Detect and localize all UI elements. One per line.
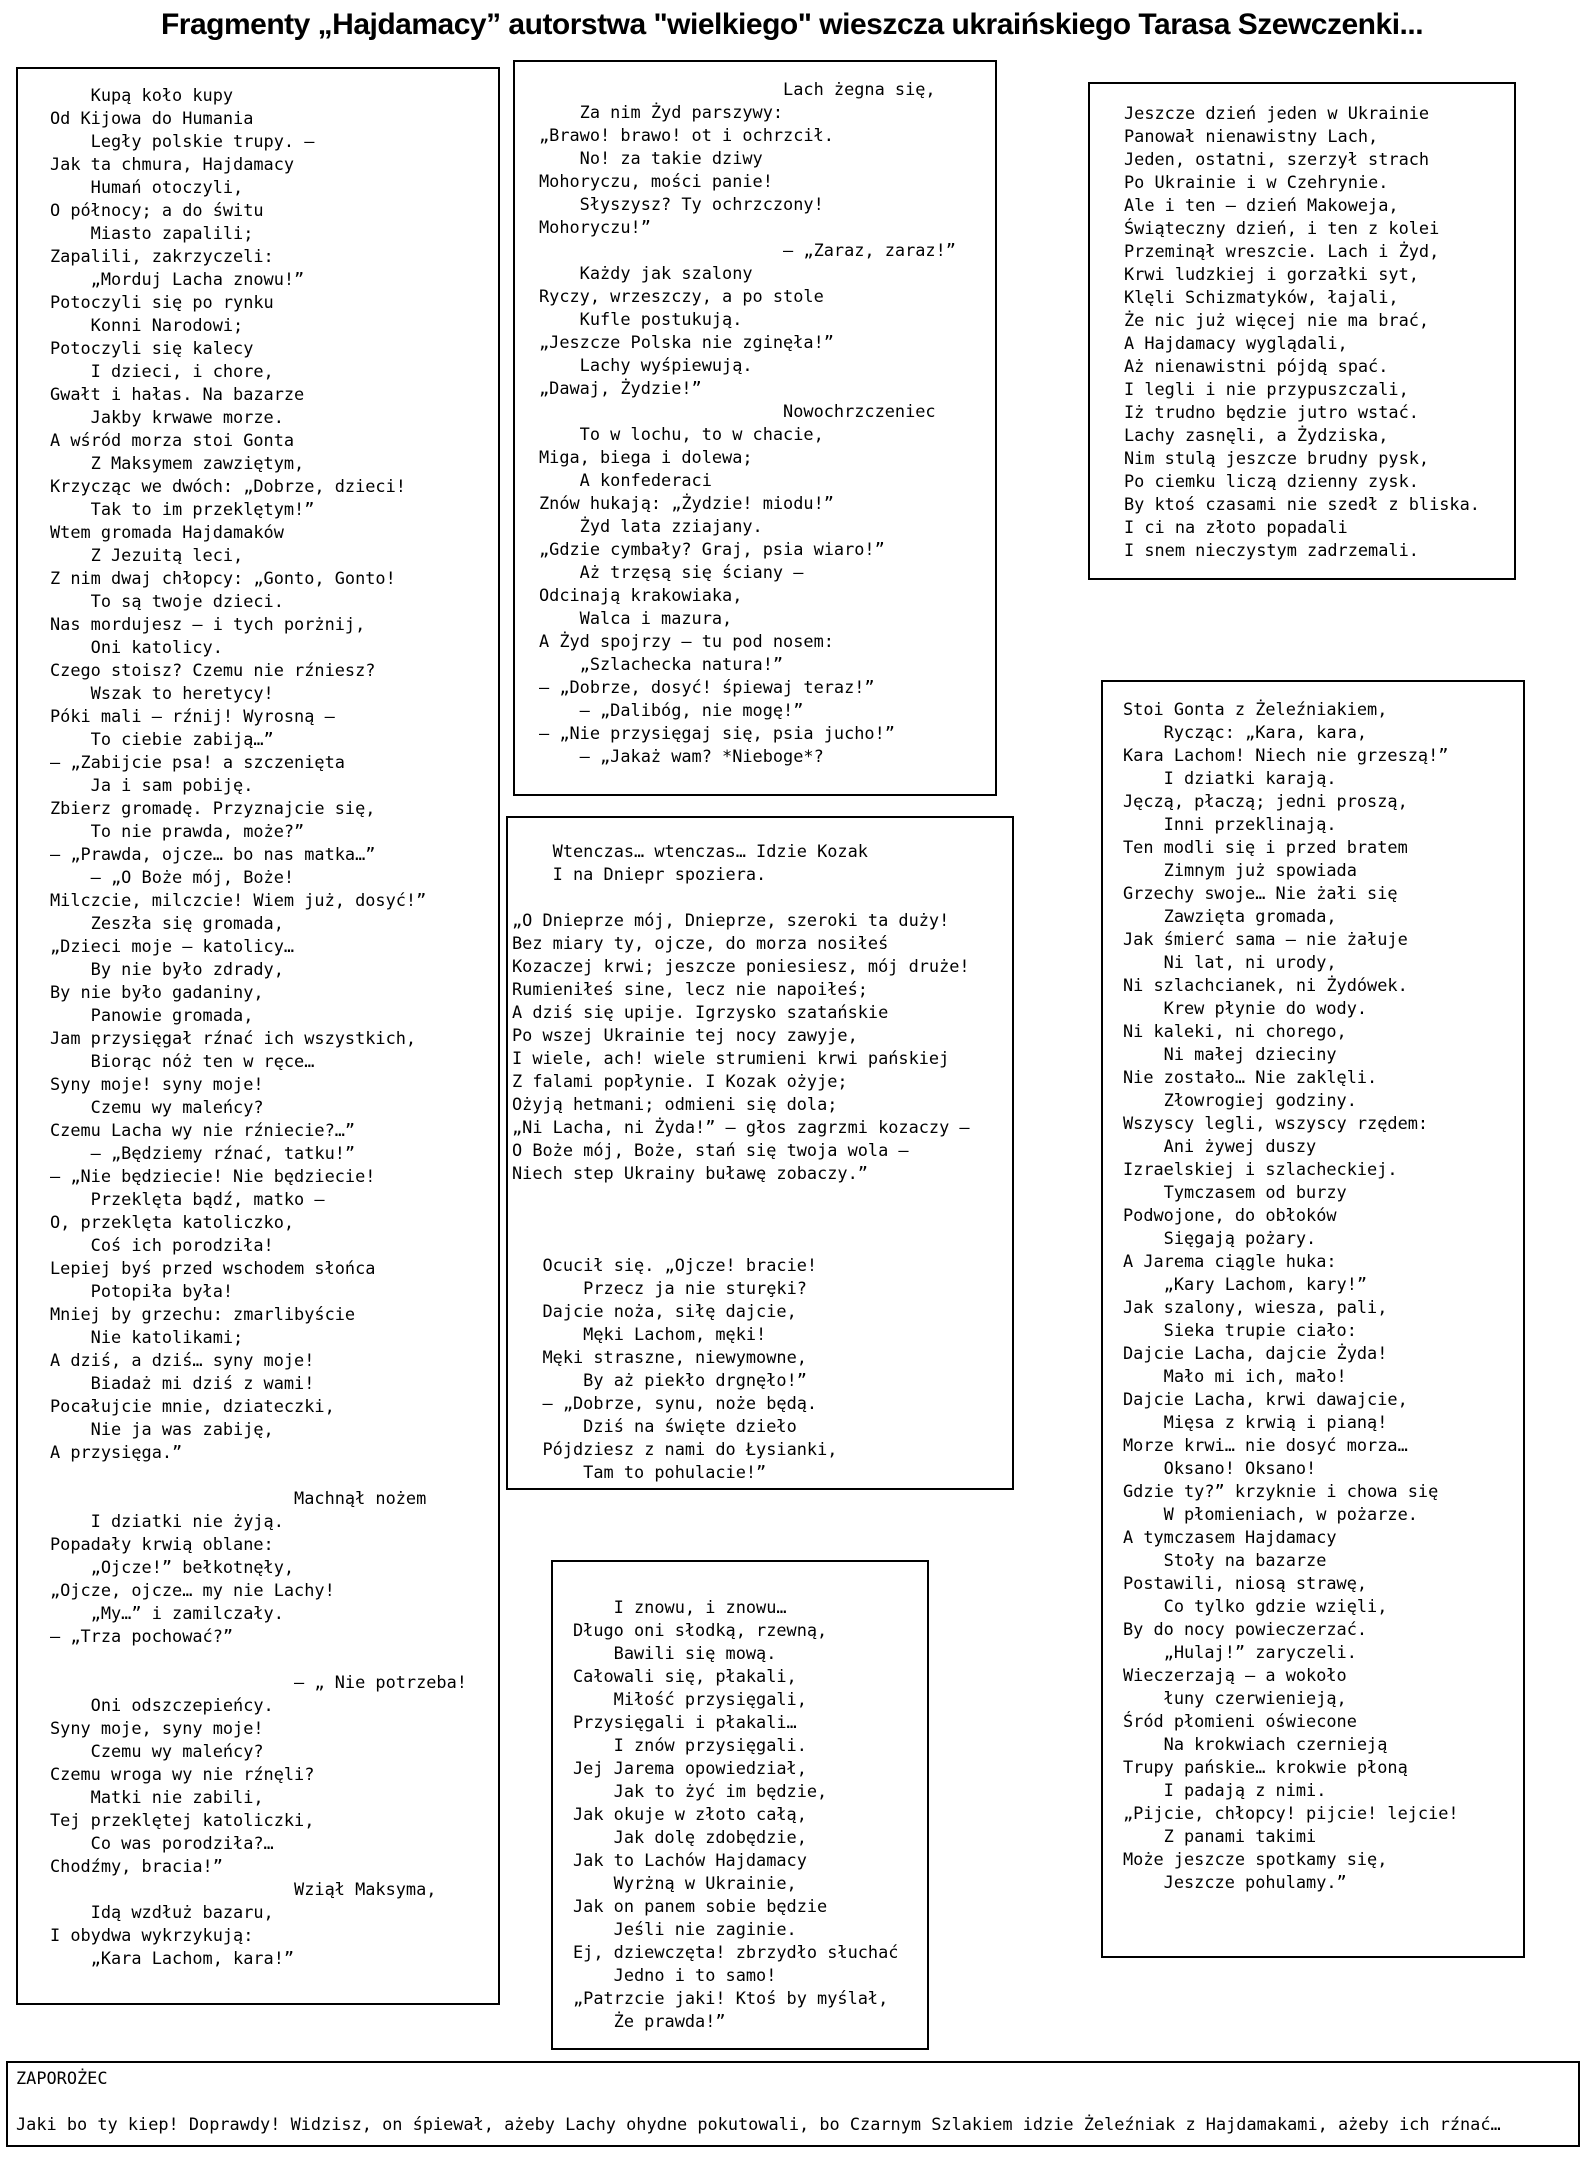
speaker-label: ZAPOROŻEC [16,2068,108,2088]
poem-text: Kupą koło kupy Od Kijowa do Humania Legły polskie trupy. — Jak ta chmura, Hajdamacy Humań otoczyli, O północy; a do świtu Miasto zapalili; Zapalili, zakrzyczeli: „Morduj Lacha znowu!” Potoczyli się po rynku Konni Narodowi; Potoczyli się kalecy I dzieci, i chore, Gwałt i hałas. Na bazarze Jakby krwawe morze. A wśród morza stoi Gonta Z Maksymem zawziętym, Krzycząc we dwóch: „Dobrze, dzieci! Tak to im przeklętym!” Wtem gromada Hajdamaków Z Jezuitą leci, Z nim dwaj chłopcy: „Gonto, Gonto! To są twoje dzieci. Nas mordujesz — i tych porżnij, Oni katolicy. Czego stoisz? Czemu nie rźniesz? Wszak to heretycy! Póki mali — rźnij! Wyrosną — To ciebie zabiją…” — „Zabijcie psa! a szczenięta Ja i sam pobiję. Zbierz gromadę. Przyznajcie się, To nie prawda, może?” — „Prawda, ojcze… bo nas matka…” — „O Boże mój, Boże! Milczcie, milczcie! Wiem już, dosyć!” Zeszła się gromada, „Dzieci moje — katolicy… By nie było zdrady, By nie było gadaniny, Panowie gromada, Jam przysięgał rźnać ich wszystkich, Biorąc nóż ten w ręce… Syny moje! syny moje! Czemu wy maleńcy? Czemu Lacha wy nie rźniecie?…” — „Będziemy rźnać, tatku!” — „Nie będziecie! Nie będziecie! Przeklęta bądź, matko — O, przeklęta katoliczko, Coś ich porodziła! Lepiej byś przed wschodem słońca Potopiła była! Mniej by grzechu: zmarlibyście Nie katolikami; A dziś, a dziś… syny moje! Biadaż mi dziś z wami! Pocałujcie mnie, dziateczki, Nie ja was zabiję, A przysięga.” Machnął nożem I dziatki nie żyją. Popadały krwią oblane: „Ojcze!” bełkotnęły, „Ojcze, ojcze… my nie Lachy! „My…” i zamilczały. — „Trza pochować?” — „ Nie potrzeba! Oni odszczepieńcy. Syny moje, syny moje! Czemu wy maleńcy? Czemu wroga wy nie rźnęli? Matki nie zabili, Tej przeklętej katoliczki, Co was porodziła?… Chodźmy, bracia!” Wziął Maksyma, Idą wzdłuż bazaru, I obydwa wykrzykują: „Kara Lachom, kara!” [50,85,467,1968]
poem-fragment-dnieper [506,816,1014,1490]
poem-text: Stoi Gonta z Żeleźniakiem, Rycząc: „Kara, kara, Kara Lachom! Niech nie grzeszą!” I dziatki karają. Jęczą, płaczą; jedni proszą, Inni przeklinają. Ten modli się i przed bratem Zimnym już spowiada Grzechy swoje… Nie żałi się Zawzięta gromada, Jak śmierć sama — nie żałuje Ni lat, ni urody, Ni szlachcianek, ni Żydówek. Krew płynie do wody. Ni kaleki, ni chorego, Ni małej dzieciny Nie zostało… Nie zaklęli. Złowrogiej godziny. Wszyscy legli, wszyscy rzędem: Ani żywej duszy Izraelskiej i szlacheckiej. Tymczasem od burzy Podwojone, do obłoków Sięgają pożary. A Jarema ciągle huka: „Kary Lachom, kary!” Jak szalony, wiesza, pali, Sieka trupie ciało: Dajcie Lacha, dajcie Żyda! Mało mi ich, mało! Dajcie Lacha, krwi dawajcie, Mięsa z krwią i pianą! Morze krwi… nie dosyć morza… Oksano! Oksano! Gdzie ty?” krzyknie i chowa się W płomieniach, w pożarze. A tymczasem Hajdamacy Stoły na bazarze Postawili, niosą strawę, Co tylko gdzie wzięli, By do nocy powieczerzać. „Hulaj!” zaryczeli. Wieczerzają — a wokoło łuny czerwienieją, Śród płomieni oświecone Na krokwiach czernieją Trupy pańskie… krokwie płoną I padają z nimi. „Pijcie, chłopcy! pijcie! lejcie! Z panami takimi Może jeszcze spotkamy się, Jeszcze pohulamy.” [1123,699,1459,1892]
poem-text: Lach żegna się, Za nim Żyd parszywy: „Brawo! brawo! ot i ochrzcił. No! za takie dziwy Mohoryczu, mości panie! Słyszysz? Ty ochrzczony! Mohoryczu!” — „Zaraz, zaraz!” Każdy jak szalony Ryczy, wrzeszczy, a po stole Kufle postukują. „Jeszcze Polska nie zginęła!” Lachy wyśpiewują. „Dawaj, Żydzie!” Nowochrzczeniec To w lochu, to w chacie, Miga, biega i dolewa; A konfederaci Znów hukają: „Żydzie! miodu!” Żyd lata zziajany. „Gdzie cymbały? Graj, psia wiaro!” Aż trzęsą się ściany — Odcinają krakowiaka, Walca i mazura, A Żyd spojrzy — tu pod nosem: „Szlachecka natura!” — „Dobrze, dosyć! śpiewaj teraz!” — „Dalibóg, nie mogę!” — „Nie przysięgaj się, psia jucho!” — „Jakaż wam? *Nieboge*? [539,79,956,766]
poem-fragment-feast [513,60,997,796]
zaporozec-dialogue [6,2061,1580,2147]
dialogue-text: Jaki bo ty kiep! Doprawdy! Widzisz, on śpiewał, ażeby Lachy ohydne pokutowali, bo Czarnym Szlakiem idzie Żeleźniak z Hajdamakami, ażeby ich rźnać… [16,2114,1501,2134]
poem-fragment-makowej-day [1088,82,1516,580]
poem-fragment-massacre [1101,680,1525,1958]
poem-fragment-jarema-oksana [551,1560,929,2050]
page-title: Fragmenty „Hajdamacy” autorstwa "wielkiego" wieszcza ukraińskiego Tarasa Szewczenki... [160,8,1424,41]
poem-text: I znowu, i znowu… Długo oni słodką, rzewną, Bawili się mową. Całowali się, płakali, Miłość przysięgali, Przysięgali i płakali… I znów przysięgali. Jej Jarema opowiedział, Jak to żyć im będzie, Jak okuje w złoto całą, Jak dolę zdobędzie, Jak to Lachów Hajdamacy Wyrżną w Ukrainie, Jak on panem sobie będzie Jeśli nie zaginie. Ej, dziewczęta! zbrzydło słuchać Jedno i to samo! „Patrzcie jaki! Ktoś by myślał, Że prawda!” [573,1597,899,2031]
poem-text: Wtenczas… wtenczas… Idzie Kozak I na Dniepr spoziera. „O Dnieprze mój, Dnieprze, szeroki ta duży! Bez miary ty, ojcze, do morza nosiłeś Kozaczej krwi; jeszcze poniesiesz, mój druże! Rumieniłeś sine, lecz nie napoiłeś; A dziś się upije. Igrzysko szatańskie Po wszej Ukrainie tej nocy zawyje, I wiele, ach! wiele strumieni krwi pańskiej Z falami popłynie. I Kozak ożyje; Ożyją hetmani; odmieni się dola; „Ni Lacha, ni Żyda!” — głos zagrzmi kozaczy — O Boże mój, Boże, stań się twoja wola — Niech step Ukrainy buławę zobaczy.” Ocucił się. „Ojcze! bracie! Przecz ja nie sturȩki? Dajcie noża, siłę dajcie, Męki Lachom, męki! Męki straszne, niewymowne, By aż piekło drgnęło!” — „Dobrze, synu, noże będą. Dziś na święte dzieło Pójdziesz z nami do Łysianki, Tam to pohulacie!” [512,841,970,1482]
poem-fragment-gonta-sons [16,67,500,2005]
poem-text: Jeszcze dzień jeden w Ukrainie Panował nienawistny Lach, Jeden, ostatni, szerzył strach Po Ukrainie i w Czehrynie. Ale i ten — dzień Makoweja, Świąteczny dzień, i ten z kolei Przeminął wreszcie. Lach i Żyd, Krwi ludzkiej i gorzałki syt, Klęli Schizmatyków, łajali, Że nic już więcej nie ma brać, A Hajdamacy wyglądali, Aż nienawistni pójdą spać. I legli i nie przypuszczali, Iż trudno będzie jutro wstać. Lachy zasnęli, a Żydziska, Nim stulą jeszcze brudny pysk, Po ciemku liczą dzienny zysk. By ktoś czasami nie szedł z bliska. I ci na złoto popadali I snem nieczystym zadrzemali. [1124,103,1480,560]
